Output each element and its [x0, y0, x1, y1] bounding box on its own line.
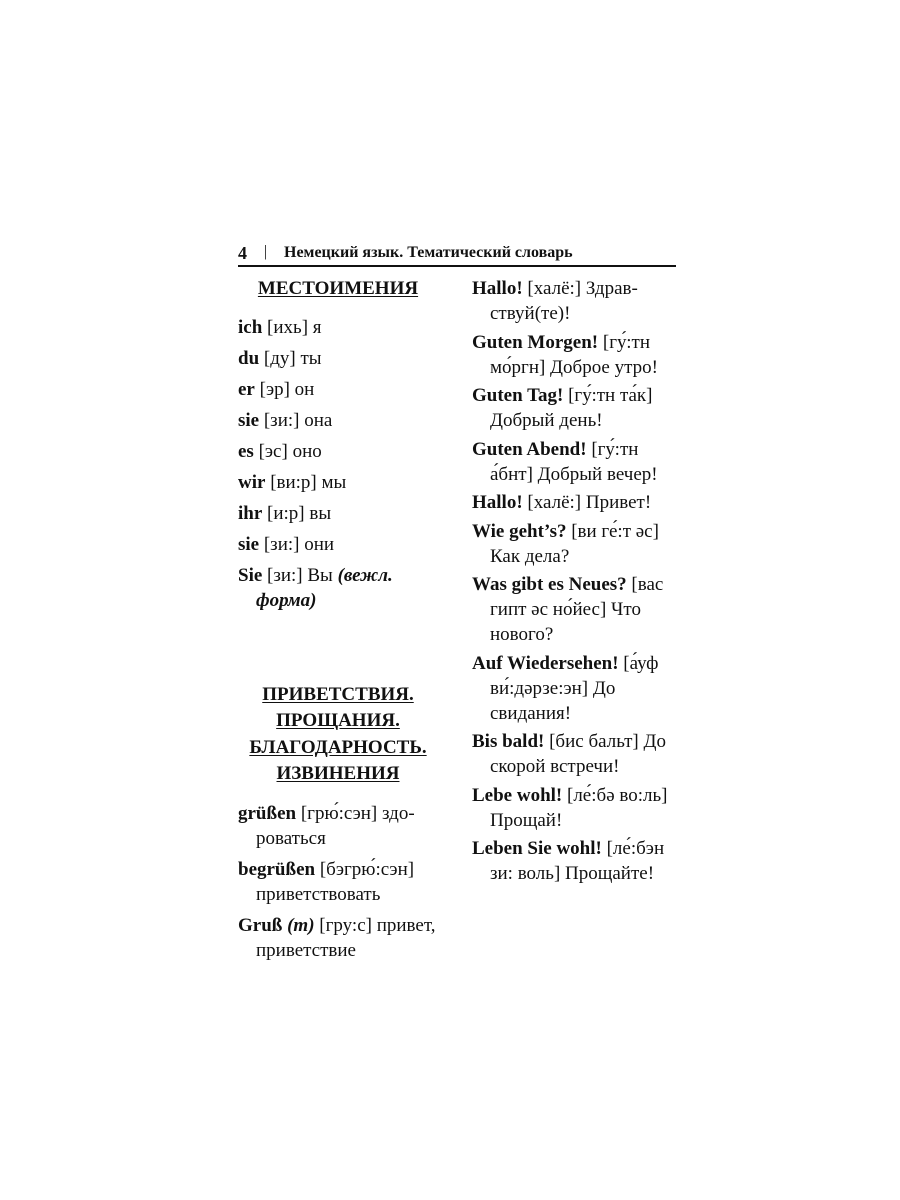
heading-line: ИЗВИНЕНИЯ	[276, 763, 400, 784]
entry-word: Hallo!	[472, 492, 523, 513]
entry-word: Hallo!	[472, 278, 523, 299]
header-separator: |	[264, 243, 268, 260]
entry-translation: [и:р] вы	[262, 502, 332, 524]
entry-word: Guten Morgen!	[472, 331, 599, 353]
page-number: 4	[238, 243, 247, 263]
list-item	[238, 913, 438, 963]
entry-translation: [гу́:тн мо́ргн] Доброе утро!	[490, 331, 658, 378]
entry-word: er	[238, 378, 255, 400]
entry-translation: [эс] оно	[253, 440, 322, 462]
book-title: Немецкий язык. Тематический словарь	[284, 244, 573, 261]
list-item	[238, 470, 438, 495]
list-item	[472, 519, 678, 569]
list-item	[472, 651, 678, 726]
list-item	[472, 437, 678, 487]
entry-word: Guten Tag!	[472, 385, 564, 406]
entry-word: Gruß	[238, 914, 283, 936]
entry-word: es	[238, 440, 254, 462]
list-item	[238, 857, 438, 907]
entry-translation: [ви ге́:т əс] Как дела?	[490, 520, 659, 567]
list-item	[238, 346, 438, 371]
entry-translation: [гу́:тн та́к] Добрый день!	[490, 385, 653, 431]
entry-translation: [зи:] Вы	[262, 564, 338, 586]
section-heading-pronouns: МЕСТОИМЕНИЯ	[257, 278, 419, 299]
list-item	[472, 836, 678, 886]
list-item	[238, 439, 438, 464]
gender-marker: (m)	[282, 914, 315, 936]
list-item	[238, 315, 438, 340]
entry-word: Auf Wiedersehen!	[472, 652, 619, 674]
entry-word: Bis bald!	[472, 731, 545, 752]
list-item	[238, 377, 438, 402]
left-column	[238, 276, 438, 969]
entry-word: Guten Abend!	[472, 438, 587, 460]
entry-translation: [халё:] Здравствуй(те)!	[490, 278, 638, 324]
running-header	[238, 243, 676, 267]
list-item	[472, 572, 678, 647]
list-item	[238, 801, 438, 851]
entry-translation: [бис бальт] До скорой встречи!	[490, 731, 666, 777]
right-column	[472, 276, 678, 890]
entry-word: ich	[238, 316, 263, 338]
entry-translation: [халё:] Привет!	[522, 492, 652, 513]
entry-translation: [гу́:тн а́бнт] Добрый вечер!	[490, 438, 658, 485]
entry-translation: [ле́:бэн зи: воль] Прощайте!	[490, 838, 665, 884]
list-item	[472, 383, 678, 433]
heading-line: ПРОЩАНИЯ.	[276, 710, 400, 731]
entry-word: Lebe wohl!	[472, 784, 563, 806]
entry-translation: [гру:с] привет, приветствие	[256, 914, 436, 961]
entry-translation: [зи:] они	[259, 533, 335, 555]
heading-line: ПРИВЕТСТВИЯ.	[262, 683, 414, 705]
entry-translation: [эр] он	[254, 378, 315, 400]
entry-word: Was gibt es Neues?	[472, 574, 627, 595]
entry-translation: [бэгрю́:сэн] приветствовать	[256, 858, 415, 905]
entry-word: Wie geht’s?	[472, 520, 567, 542]
entry-word: wir	[238, 471, 266, 493]
entry-word: sie	[238, 533, 260, 555]
section-heading-greetings	[238, 682, 438, 788]
entry-word: Sie	[238, 564, 263, 586]
list-item	[238, 408, 438, 433]
entry-translation: [а́уф ви́:дəрзе:эн] До свидания!	[490, 652, 659, 724]
entry-word: sie	[238, 409, 260, 431]
list-item	[238, 532, 438, 557]
pronoun-list	[238, 315, 438, 613]
entry-translation: [грю́:сэн] здороваться	[256, 802, 415, 849]
usage-note: (вежл. форма)	[256, 564, 393, 611]
entry-translation: [ихь] я	[262, 316, 322, 338]
list-item	[472, 783, 678, 833]
entry-word: grüßen	[238, 802, 297, 824]
entry-word: begrüßen	[238, 858, 316, 880]
entry-word: ihr	[238, 502, 263, 524]
list-item	[238, 501, 438, 526]
entry-translation: [ви:р] мы	[265, 471, 347, 493]
entry-word: Leben Sie wohl!	[472, 838, 602, 859]
entry-translation: [ду] ты	[259, 347, 322, 369]
entry-word: du	[238, 347, 260, 369]
list-item-polite	[238, 563, 438, 613]
entry-translation: [зи:] она	[259, 409, 333, 431]
list-item	[472, 490, 678, 515]
list-item	[472, 330, 678, 380]
greeting-verb-list	[238, 801, 438, 963]
entry-translation: [ле́:бə во:ль] Прощай!	[490, 784, 668, 831]
entry-translation: [вас гипт əс но́йес] Что нового?	[490, 574, 664, 645]
heading-line: БЛАГОДАРНОСТЬ.	[249, 736, 427, 758]
list-item	[472, 276, 678, 326]
list-item	[472, 729, 678, 779]
